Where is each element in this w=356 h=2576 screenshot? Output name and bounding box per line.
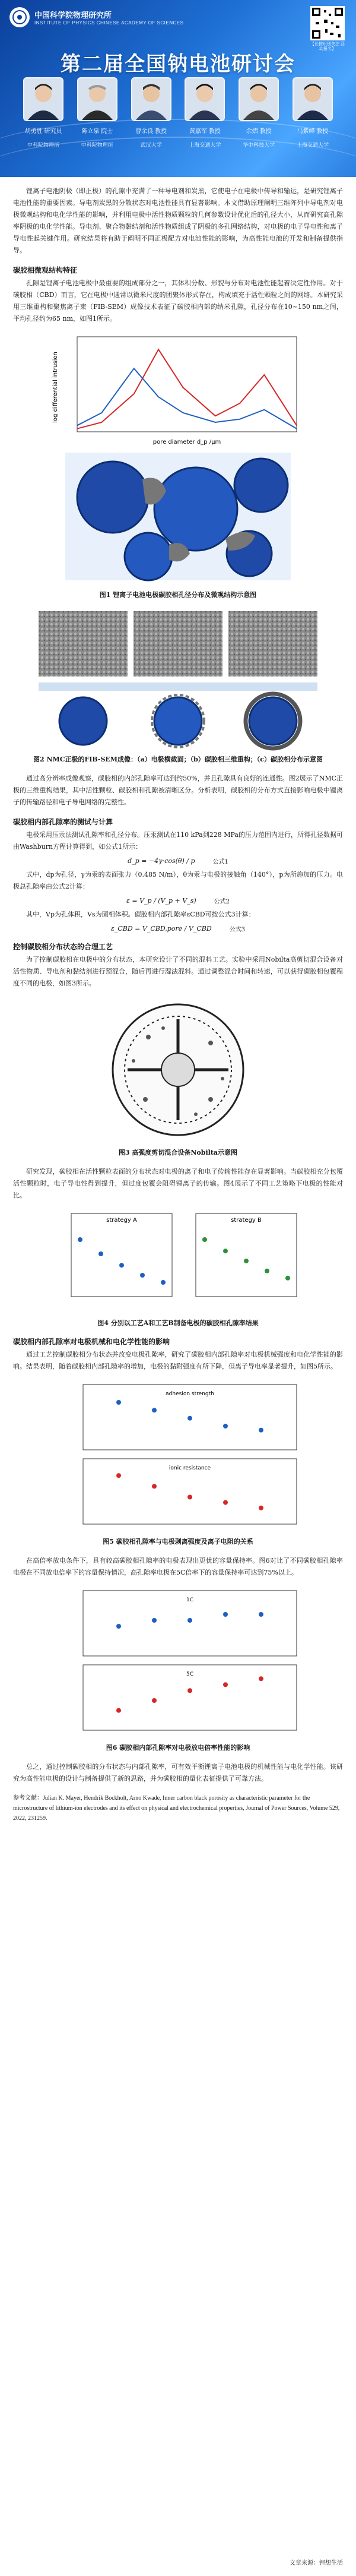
qr-caption: 【长按识别关注 活动报名】: [310, 42, 345, 52]
speaker-org: 中科院物理所: [81, 142, 113, 148]
speaker-org: 中科院物理所: [27, 142, 59, 148]
equation-2: [13, 896, 343, 905]
fig6-legend-bottom: 5C: [186, 1671, 194, 1677]
section-title: 碳胶相微观结构特征: [13, 266, 78, 274]
speaker-row: [17, 77, 339, 148]
fig6-point: [152, 1698, 157, 1703]
fig5-point: [116, 1400, 121, 1405]
fig6-legend-top: 1C: [186, 1597, 194, 1603]
fig4-point: [285, 1276, 290, 1281]
fig4-point: [244, 1259, 249, 1263]
fig4-point: [161, 1280, 166, 1285]
fig2-particle-row: [59, 694, 300, 748]
fig4-point: [265, 1269, 269, 1273]
figure-2: [36, 608, 320, 751]
figure-3: [101, 995, 255, 1144]
fig6-point: [259, 1612, 263, 1617]
figure-4: [47, 1208, 309, 1314]
equation-1: [13, 856, 343, 865]
speaker-avatar: [23, 77, 63, 121]
fig5-point: [187, 1495, 192, 1500]
fig5-point: [187, 1416, 192, 1421]
fig5-point: [152, 1408, 157, 1412]
fig4-point: [140, 1273, 145, 1278]
fig3-rotor: [161, 1053, 195, 1086]
institute-emblem-icon: [9, 7, 30, 27]
fig6-point: [116, 1708, 121, 1713]
equation-number: 公式1: [212, 859, 228, 865]
speaker-name: 黄嘉军 教授: [189, 128, 221, 135]
reference: 参考文献：Julian K. Mayer, Hendrik Bockholt, Arno Kwade, Inner carbon black porosity as characteristic parameter for the microstructure of lithium-ion electrodes and its effect on physical and electrochemical properties, Journal of Power Sources, Volume 529, 2022, 231259.: [13, 1795, 340, 1822]
speaker-name: 胡勇胜 研究员: [24, 128, 62, 135]
speaker-avatar: [131, 77, 171, 121]
paragraph: 其中，Vp为孔体积，Vs为固相体积。碳胶相内部孔隙率εCBD可按公式3计算：: [26, 911, 255, 918]
section-title: 碳胶相内部孔隙率的测试与计算: [13, 818, 113, 826]
speaker-org: 上海交通大学: [189, 142, 221, 148]
intro-paragraph: 锂离子电池阴极（即正极）的孔隙中充满了一种导电剂和炭黑，它使电子在电极中传导和输运，是研究锂离子电池性能的重要因素。导电剂炭黑的分散状态对电池性能具有显著影响。本文借助原理阐明三维阵列中导电剂对电极微观结构和电化学性能的影响，并利用电极中活性物质颗粒的几何参数设计优化后的孔径大小，从而研究高孔隙率阴极的电化学性能。导电剂、聚合物黏结剂和活性物质组成了阴极的多孔网络结构，对电极的电子导电性和离子导电性起关键作用。研究结果将有助于阐明不同正极配方对电池性能的影响，为高性能电池的开发和制备提供指导。: [13, 187, 343, 254]
fig5-point: [152, 1484, 157, 1488]
figure-caption: 图3 高强度剪切混合设备Nobilta示意图: [118, 1149, 238, 1156]
fig5-point: [223, 1500, 228, 1505]
footer-source: 文章来源：锂想生活: [290, 2560, 343, 2566]
speaker-org: 武汉大学: [140, 142, 162, 148]
fig4-point: [202, 1237, 207, 1242]
fig4-point: [78, 1237, 82, 1242]
equation-3: [13, 924, 343, 933]
fig4-point: [119, 1263, 124, 1268]
section-title: 控制碳胶相分布状态的合理工艺: [13, 943, 113, 951]
paragraph: 通过工艺控制碳胶相分布状态并改变电极孔隙率，研究了碳胶相内部孔隙率对电极机械强度和电化学性能的影响。结果表明，随着碳胶相内部孔隙率的增加，电极的黏附强度有所下降，但离子导电率显著提升，如图5所示。: [13, 1351, 343, 1370]
fig4-legend-a: strategy A: [106, 1217, 137, 1224]
fig5-legend-bottom: ionic resistance: [169, 1465, 211, 1471]
paragraph: 通过高分辨率成像观察，碳胶相的内部孔隙率可达到约50%，并且孔隙具有良好的连通性。图2展示了NMC正极的三维重构结果，其中活性颗粒、碳胶相和孔隙被清晰区分。分析表明，碳胶相的分布方式直接影响电极中锂离子的传输路径和电子导电网络的完整性。: [13, 775, 343, 806]
speaker-avatar: [293, 77, 333, 121]
logo-en: INSTITUTE OF PHYSICS CHINESE ACADEMY OF SCIENCES: [34, 20, 184, 26]
speaker-card: [125, 77, 178, 148]
fig4-legend-b: strategy B: [231, 1217, 262, 1224]
fig2-sem-panel-a: [39, 611, 128, 677]
figure-caption: 图4 分别以工艺A和工艺B制备电极的碳胶相孔隙率结果: [97, 1319, 259, 1327]
paragraph: 在高倍率放电条件下，具有较高碳胶相孔隙率的电极表现出更优的容量保持率。图6对比了不同碳胶相孔隙率电极在不同放电倍率下的容量保持情况，高孔隙率电极在5C倍率下的容量保持率可达到75%以上。: [13, 1557, 343, 1576]
qr-code[interactable]: [309, 6, 347, 52]
fig2-sem-panel-c: [228, 611, 317, 677]
paragraph: 为了控制碳胶相在电极中的分布状态，本研究设计了不同的混料工艺。实验中采用Nobilta高剪切混合设备对活性物质、导电剂和黏结剂进行预混合，随后再进行湿法混料。通过调整混合时间和转速，可以获得碳胶相包覆程度不同的电极，如图3所示。: [13, 956, 343, 987]
fig1-ylabel: log differential intrusion: [52, 352, 59, 423]
speaker-org: 华中科技大学: [243, 142, 275, 148]
speaker-card: [232, 77, 285, 148]
fig5-points: [116, 1400, 263, 1510]
speaker-avatar: [77, 77, 117, 121]
institute-logo: [9, 7, 183, 27]
speaker-name: 陈立泉 院士: [81, 128, 113, 135]
speaker-avatar: [239, 77, 279, 121]
figure-5: [47, 1379, 309, 1533]
equation-body: d_p = −4γ·cos(θ) / p: [128, 857, 195, 865]
paragraph: 式中，dp为孔径，γ为汞的表面张力（0.485 N/m），θ为汞与电极的接触角（140°），p为所施加的压力。电极总孔隙率由公式2计算：: [13, 871, 343, 890]
equation-number: 公式3: [229, 927, 246, 933]
speaker-name: 马紫峰 教授: [297, 128, 329, 135]
figure-caption: 图1 锂离子电池电极碳胶相孔径分布及微观结构示意图: [99, 591, 257, 599]
banner-title: 第二届全国钠电池研讨会: [61, 53, 295, 75]
speaker-card: [71, 77, 124, 148]
section-title: 碳胶相内部孔隙率对电极机械和电化学性能的影响: [13, 1338, 170, 1346]
equation-body: ε = V_p / (V_p + V_s): [126, 897, 196, 905]
fig6-point: [187, 1618, 192, 1623]
speaker-name: 余熠 教授: [246, 128, 272, 135]
figure-1: [47, 331, 309, 586]
fig6-point: [259, 1676, 263, 1681]
paragraph: 孔隙是锂离子电池电极中最重要的组成部分之一，其体积分数、形貌与分布对电池性能起着决定性作用。对于碳胶相（CBD）而言，它在电极中通常以微米尺度的团聚体形式存在，构成填充于活性颗粒之间的网络。本研究采用三维重构和聚焦离子束（FIB-SEM）成像技术表征了碳胶相内部的纳米孔隙，孔径分布在10~150 nm之间，平均孔径约为65 nm，如图1所示。: [13, 279, 343, 323]
fig4-points: [78, 1237, 290, 1285]
speaker-org: 上海交通大学: [296, 142, 329, 148]
fig2-arrow-bar: [39, 682, 317, 691]
speaker-card: [178, 77, 231, 148]
fig5-point: [223, 1424, 228, 1428]
fig4-point: [223, 1249, 228, 1253]
paragraph: 电极采用压汞法测试孔隙率和孔径分布。压汞测试在110 kPa到228 MPa的压力范围内进行，所得孔径数据可由Washburn方程计算得到，如公式1所示：: [13, 831, 343, 851]
figure-caption: 图6 碳胶相内部孔隙率对电极放电倍率性能的影响: [106, 1744, 250, 1752]
speaker-card: [286, 77, 339, 148]
article-body: [0, 177, 356, 1823]
equation-body: ε_CBD = V_CBD,pore / V_CBD: [110, 925, 212, 933]
fig6-point: [223, 1612, 228, 1617]
fig6-point: [152, 1618, 157, 1623]
equation-number: 公式2: [214, 899, 230, 905]
paragraph: 研究发现，碳胶相在活性颗粒表面的分布状态对电极的离子和电子传输性能存在显著影响。当碳胶相充分包覆活性颗粒时，电子导电性得到提升，但过度包覆会阻碍锂离子的传输。图4展示了不同工艺策略下电极的性能对比。: [13, 1168, 343, 1199]
fig6-points: [116, 1612, 263, 1713]
fig6-point: [223, 1682, 228, 1687]
fig1-xlabel: pore diameter d_p /μm: [152, 439, 221, 445]
figure-6: [47, 1585, 309, 1739]
speaker-card: [17, 77, 70, 148]
fig6-point: [116, 1624, 121, 1629]
fig4-point: [98, 1251, 103, 1256]
figure-caption: 图5 碳胶相孔隙率与电极剥离强度及离子电阻的关系: [103, 1538, 253, 1545]
fig2-sem-panel-b: [134, 611, 223, 677]
fig1-particle-illustration: [65, 453, 291, 580]
logo-cn: 中国科学院物理研究所: [34, 11, 112, 20]
conclusion-paragraph: 总之，通过控制碳胶相的分布状态与内部孔隙率，可有效平衡锂离子电池电极的机械性能与电化学性能。该研究为高性能电极的设计与制备提供了新的思路，并为碳胶相的量化表征提供了可靠方法。: [13, 1763, 343, 1782]
fig5-point: [116, 1473, 121, 1478]
figure-caption: 图2 NMC正极的FIB-SEM成像：（a）电极横截面；（b）碳胶相三维重构；（c）碳胶相分布示意图: [33, 756, 323, 763]
fig5-legend-top: adhesion strength: [166, 1391, 214, 1397]
speaker-name: 曹余良 教授: [135, 128, 167, 135]
speaker-avatar: [185, 77, 225, 121]
header-banner: [0, 0, 356, 177]
fig5-point: [259, 1428, 263, 1433]
qr-code-icon: [310, 6, 345, 40]
fig6-point: [187, 1688, 192, 1693]
fig5-point: [259, 1506, 263, 1510]
